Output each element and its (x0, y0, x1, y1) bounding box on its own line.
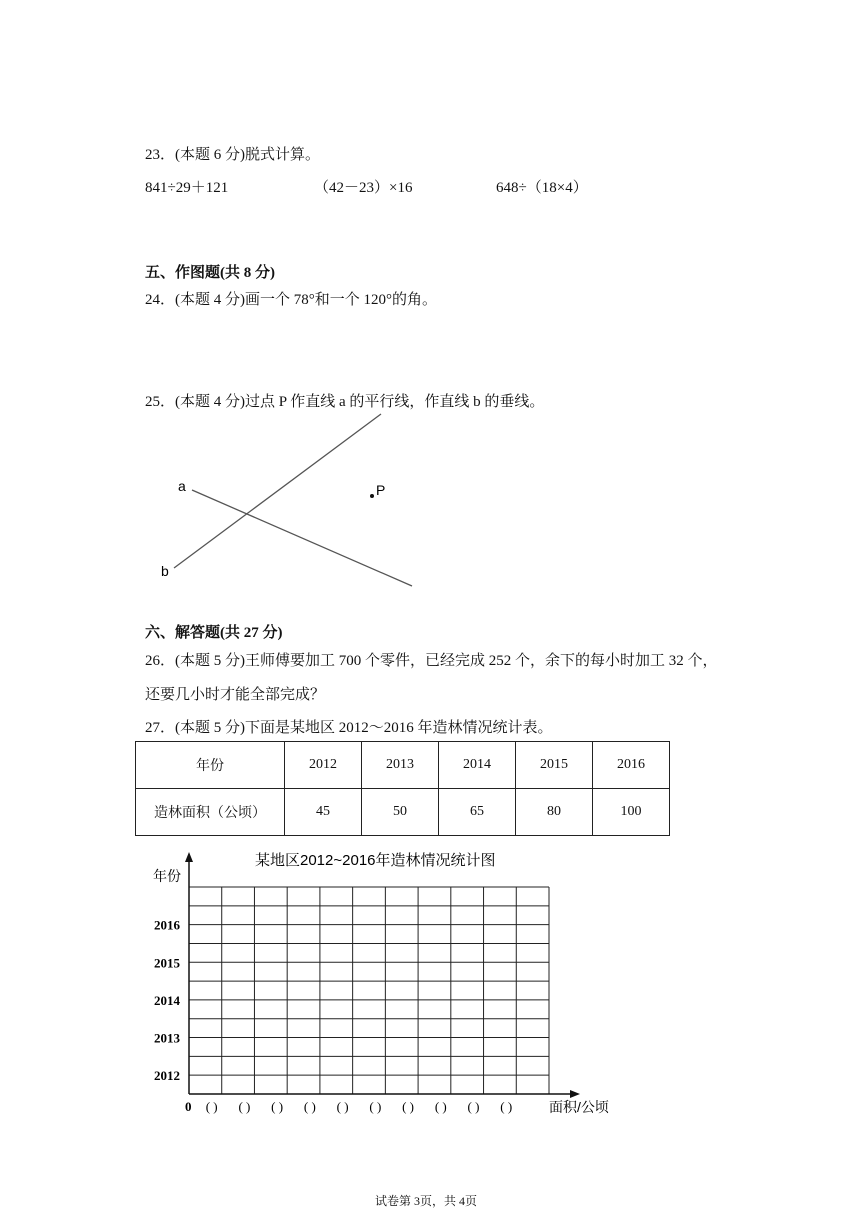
table-year-cell: 2015 (516, 742, 593, 789)
table-year-cell: 2013 (362, 742, 439, 789)
table-area-cell: 80 (516, 789, 593, 836)
x-axis-arrow-icon (570, 1090, 580, 1098)
x-axis-blank: ( ) (467, 1099, 480, 1114)
section-5-title: 五、作图题(共 8 分) (145, 265, 275, 281)
q23-expression-1: 841÷29＋121 (145, 180, 229, 196)
x-axis-blank: ( ) (238, 1099, 251, 1114)
chart-origin: 0 (185, 1099, 192, 1114)
y-tick-label: 2013 (154, 1030, 180, 1046)
x-axis-blank: ( ) (500, 1099, 513, 1114)
table-row-areas (136, 789, 670, 836)
table-header-year: 年份 (136, 742, 285, 789)
table-area-cell: 65 (439, 789, 516, 836)
q26-line-1: 26．(本题 5 分)王师傅要加工 700 个零件，已经完成 252 个，余下的每小时加工 32 个， (145, 653, 718, 669)
q27-title: 27．(本题 5 分)下面是某地区 2012～2016 年造林情况统计表。 (145, 720, 553, 736)
x-axis-blanks (206, 1099, 512, 1114)
y-tick-labels (154, 918, 181, 1084)
chart-x-axis-label: 面积/公顷 (549, 1099, 609, 1115)
q23-expression-3: 648÷（18×4） (496, 180, 588, 196)
y-tick-label: 2015 (154, 955, 180, 971)
page-footer: 试卷第 3页，共 4页 (375, 1194, 478, 1208)
point-p-dot (370, 494, 374, 498)
forestation-table (135, 741, 670, 836)
label-p: P (376, 482, 386, 498)
x-axis-blank: ( ) (205, 1099, 218, 1114)
table-header-area: 造林面积（公顷） (136, 789, 285, 836)
y-tick-label: 2012 (154, 1068, 180, 1084)
line-b (174, 414, 381, 568)
x-axis-blank: ( ) (303, 1099, 316, 1114)
y-tick-label: 2016 (154, 917, 180, 933)
y-tick-label: 2014 (154, 992, 180, 1008)
table-row-years (136, 742, 670, 789)
q25-title: 25．(本题 4 分)过点 P 作直线 a 的平行线，作直线 b 的垂线。 (145, 394, 545, 410)
table-year-cell: 2014 (439, 742, 516, 789)
x-axis-blank: ( ) (402, 1099, 415, 1114)
chart-title: 某地区2012~2016年造林情况统计图 (255, 852, 496, 869)
label-a: a (178, 478, 186, 494)
section-6-title: 六、解答题(共 27 分) (145, 625, 283, 641)
y-axis-arrow-icon (185, 852, 193, 862)
grid-lines (189, 887, 549, 1094)
q24-title: 24．(本题 4 分)画一个 78°和一个 120°的角。 (145, 292, 437, 308)
table-area-cell: 50 (362, 789, 439, 836)
table-year-cell: 2016 (593, 742, 670, 789)
label-b: b (161, 563, 169, 579)
chart-y-axis-label: 年份 (153, 868, 181, 884)
x-axis-blank: ( ) (271, 1099, 284, 1114)
q26-line-2: 还要几小时才能全部完成？ (145, 687, 326, 703)
line-a (192, 490, 412, 586)
blank-chart-grid (140, 842, 630, 1122)
table-area-cell: 100 (593, 789, 670, 836)
x-axis-blank: ( ) (336, 1099, 349, 1114)
q23-expression-2: （42－23）×16 (314, 180, 413, 196)
q23-title: 23．(本题 6 分)脱式计算。 (145, 147, 320, 163)
x-axis-blank: ( ) (434, 1099, 447, 1114)
table-area-cell: 45 (285, 789, 362, 836)
q25-lines-figure (150, 405, 430, 595)
table-year-cell: 2012 (285, 742, 362, 789)
x-axis-blank: ( ) (369, 1099, 382, 1114)
